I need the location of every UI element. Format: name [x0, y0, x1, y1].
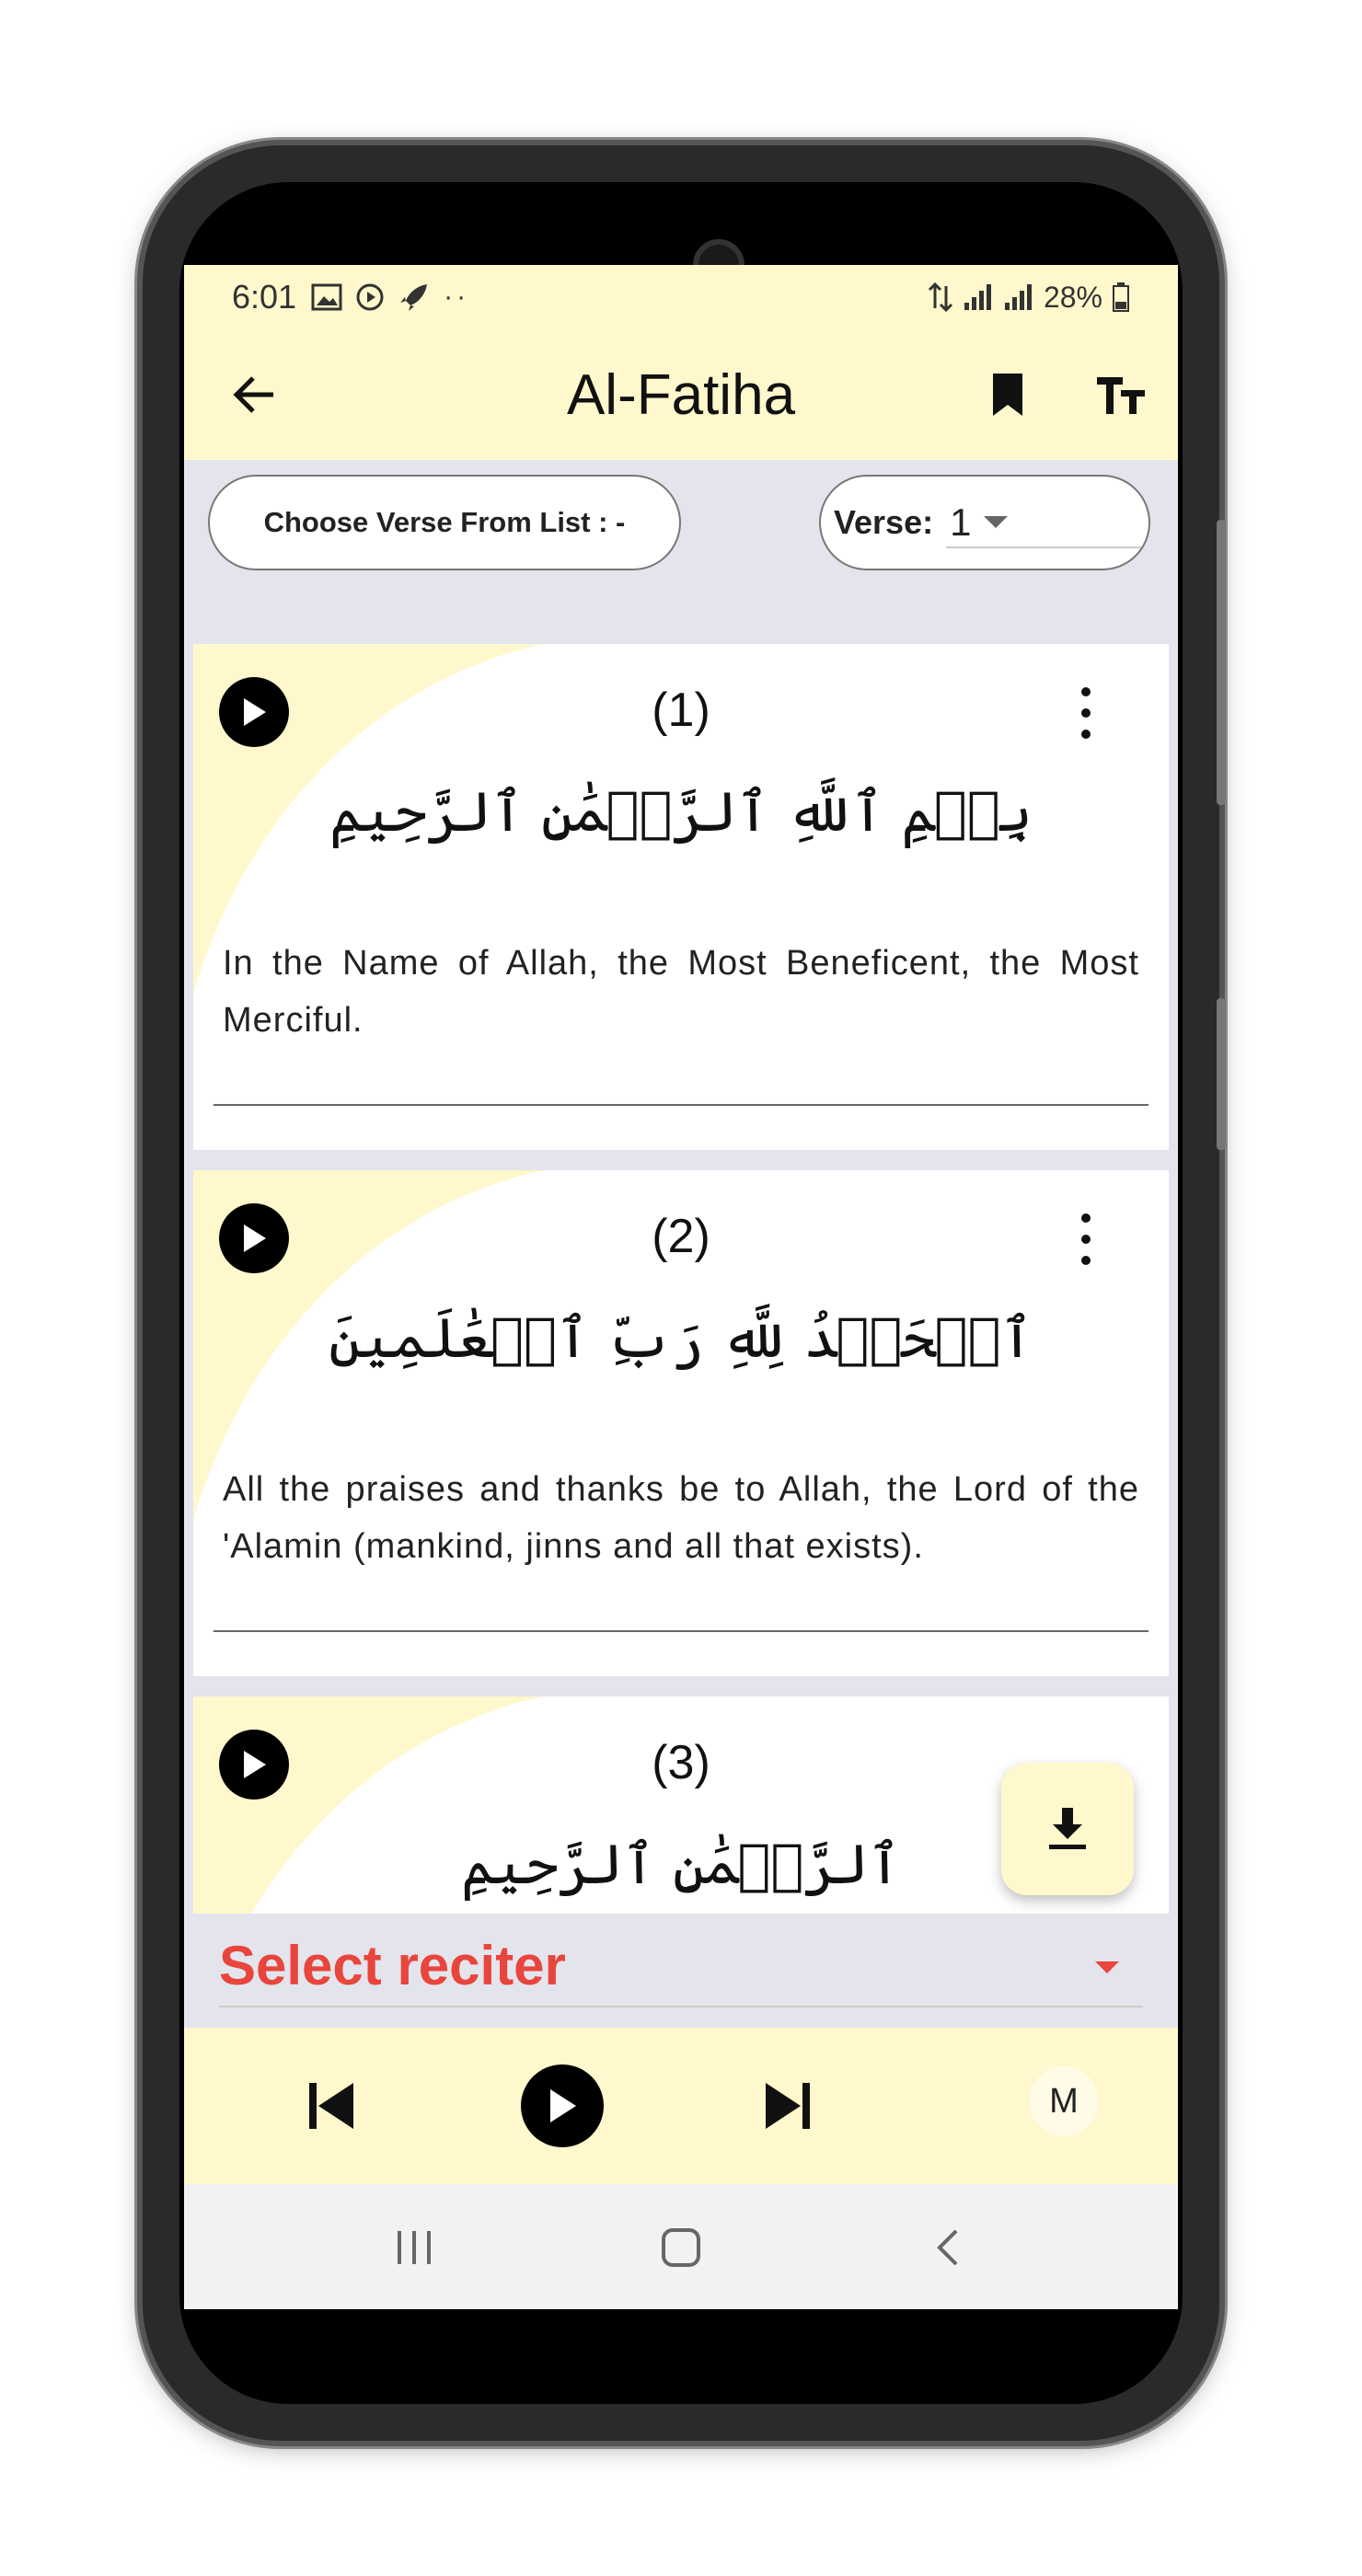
verse-translation: In the Name of Allah, the Most Beneficent, the Most Merciful.: [223, 944, 1139, 1040]
bookmark-icon: [989, 372, 1026, 418]
status-right-icons: [928, 281, 1130, 315]
mode-button[interactable]: M: [1029, 2066, 1099, 2136]
skip-next-icon: [762, 2081, 814, 2131]
more-options-button[interactable]: [1068, 681, 1104, 745]
status-time: 6:01: [232, 278, 297, 316]
back-chevron-icon: [934, 2227, 962, 2268]
dropdown-caret-icon: [984, 516, 1008, 529]
verse-divider: [214, 1630, 1148, 1632]
more-vert-icon: [1081, 1213, 1091, 1223]
dropdown-caret-icon: [1095, 1961, 1119, 1973]
battery-percent: 28%: [1043, 280, 1102, 314]
status-bar: [184, 265, 1178, 329]
more-dots-icon: ··: [444, 282, 470, 312]
back-button[interactable]: [223, 362, 287, 427]
rocket-icon: [398, 281, 431, 314]
back-arrow-icon: [233, 374, 277, 415]
download-button[interactable]: [1001, 1763, 1134, 1895]
verse-number: (2): [652, 1210, 710, 1263]
signal-icon: [963, 282, 994, 312]
next-button[interactable]: [751, 2069, 825, 2143]
recent-apps-icon: [394, 2229, 434, 2266]
verse-dropdown-underline: [946, 546, 1141, 548]
recent-apps-button[interactable]: [377, 2215, 451, 2280]
volume-button: [1217, 520, 1226, 805]
more-options-button[interactable]: [1068, 1207, 1104, 1271]
verse-card: [193, 644, 1169, 1150]
page-title: Al-Fatiha: [566, 362, 796, 427]
skip-previous-icon: [306, 2081, 357, 2131]
reciter-label: Select reciter: [219, 1935, 566, 1996]
choose-verse-button[interactable]: Choose Verse From List : -: [208, 475, 681, 570]
bookmark-button[interactable]: [975, 362, 1040, 427]
previous-button[interactable]: [294, 2069, 368, 2143]
verse-card: [193, 1170, 1169, 1676]
text-size-icon: [1095, 374, 1147, 416]
verse-number: (3): [652, 1736, 710, 1789]
verse-list[interactable]: [193, 644, 1169, 1914]
text-size-button[interactable]: [1084, 362, 1158, 427]
home-icon: [661, 2227, 701, 2268]
play-icon: [547, 2087, 578, 2124]
audio-player: [184, 2028, 1178, 2184]
power-button: [1217, 998, 1226, 1150]
download-icon: [1047, 1806, 1088, 1852]
verse-translation: All the praises and thanks be to Allah, the Lord of the 'Alamin (mankind, jinns and all that exists).: [223, 1470, 1139, 1566]
app-bar: [184, 329, 1178, 460]
app-screen: [184, 265, 1178, 2309]
verse-label: Verse:: [834, 503, 934, 541]
status-left-icons: [311, 281, 469, 314]
reciter-underline: [219, 2006, 1143, 2007]
play-circle-icon: [355, 282, 385, 312]
play-pause-button[interactable]: [521, 2064, 604, 2147]
signal-icon: [1003, 282, 1034, 312]
data-arrows-icon: [928, 282, 953, 312]
image-icon: [311, 283, 342, 311]
verse-value: 1: [950, 500, 972, 544]
verse-arabic: ٱلرَّحۡمَٰنِ ٱلرَّحِيمِ: [461, 1833, 901, 1897]
verse-arabic: بِسۡمِ ٱللَّهِ ٱلرَّحۡمَٰنِ ٱلرَّحِيمِ: [329, 780, 1033, 845]
verse-dropdown[interactable]: [819, 475, 1150, 570]
verse-divider: [214, 1104, 1148, 1106]
reciter-dropdown[interactable]: [184, 1914, 1178, 2028]
home-button[interactable]: [644, 2215, 718, 2280]
back-nav-button[interactable]: [911, 2215, 985, 2280]
verse-arabic: ٱلۡحَمۡدُ لِلَّهِ رَبِّ ٱلۡعَٰلَمِينَ: [329, 1306, 1033, 1371]
verse-number: (1): [652, 684, 710, 737]
battery-icon: [1112, 282, 1130, 313]
more-vert-icon: [1081, 687, 1091, 696]
system-nav-bar: [184, 2184, 1178, 2309]
